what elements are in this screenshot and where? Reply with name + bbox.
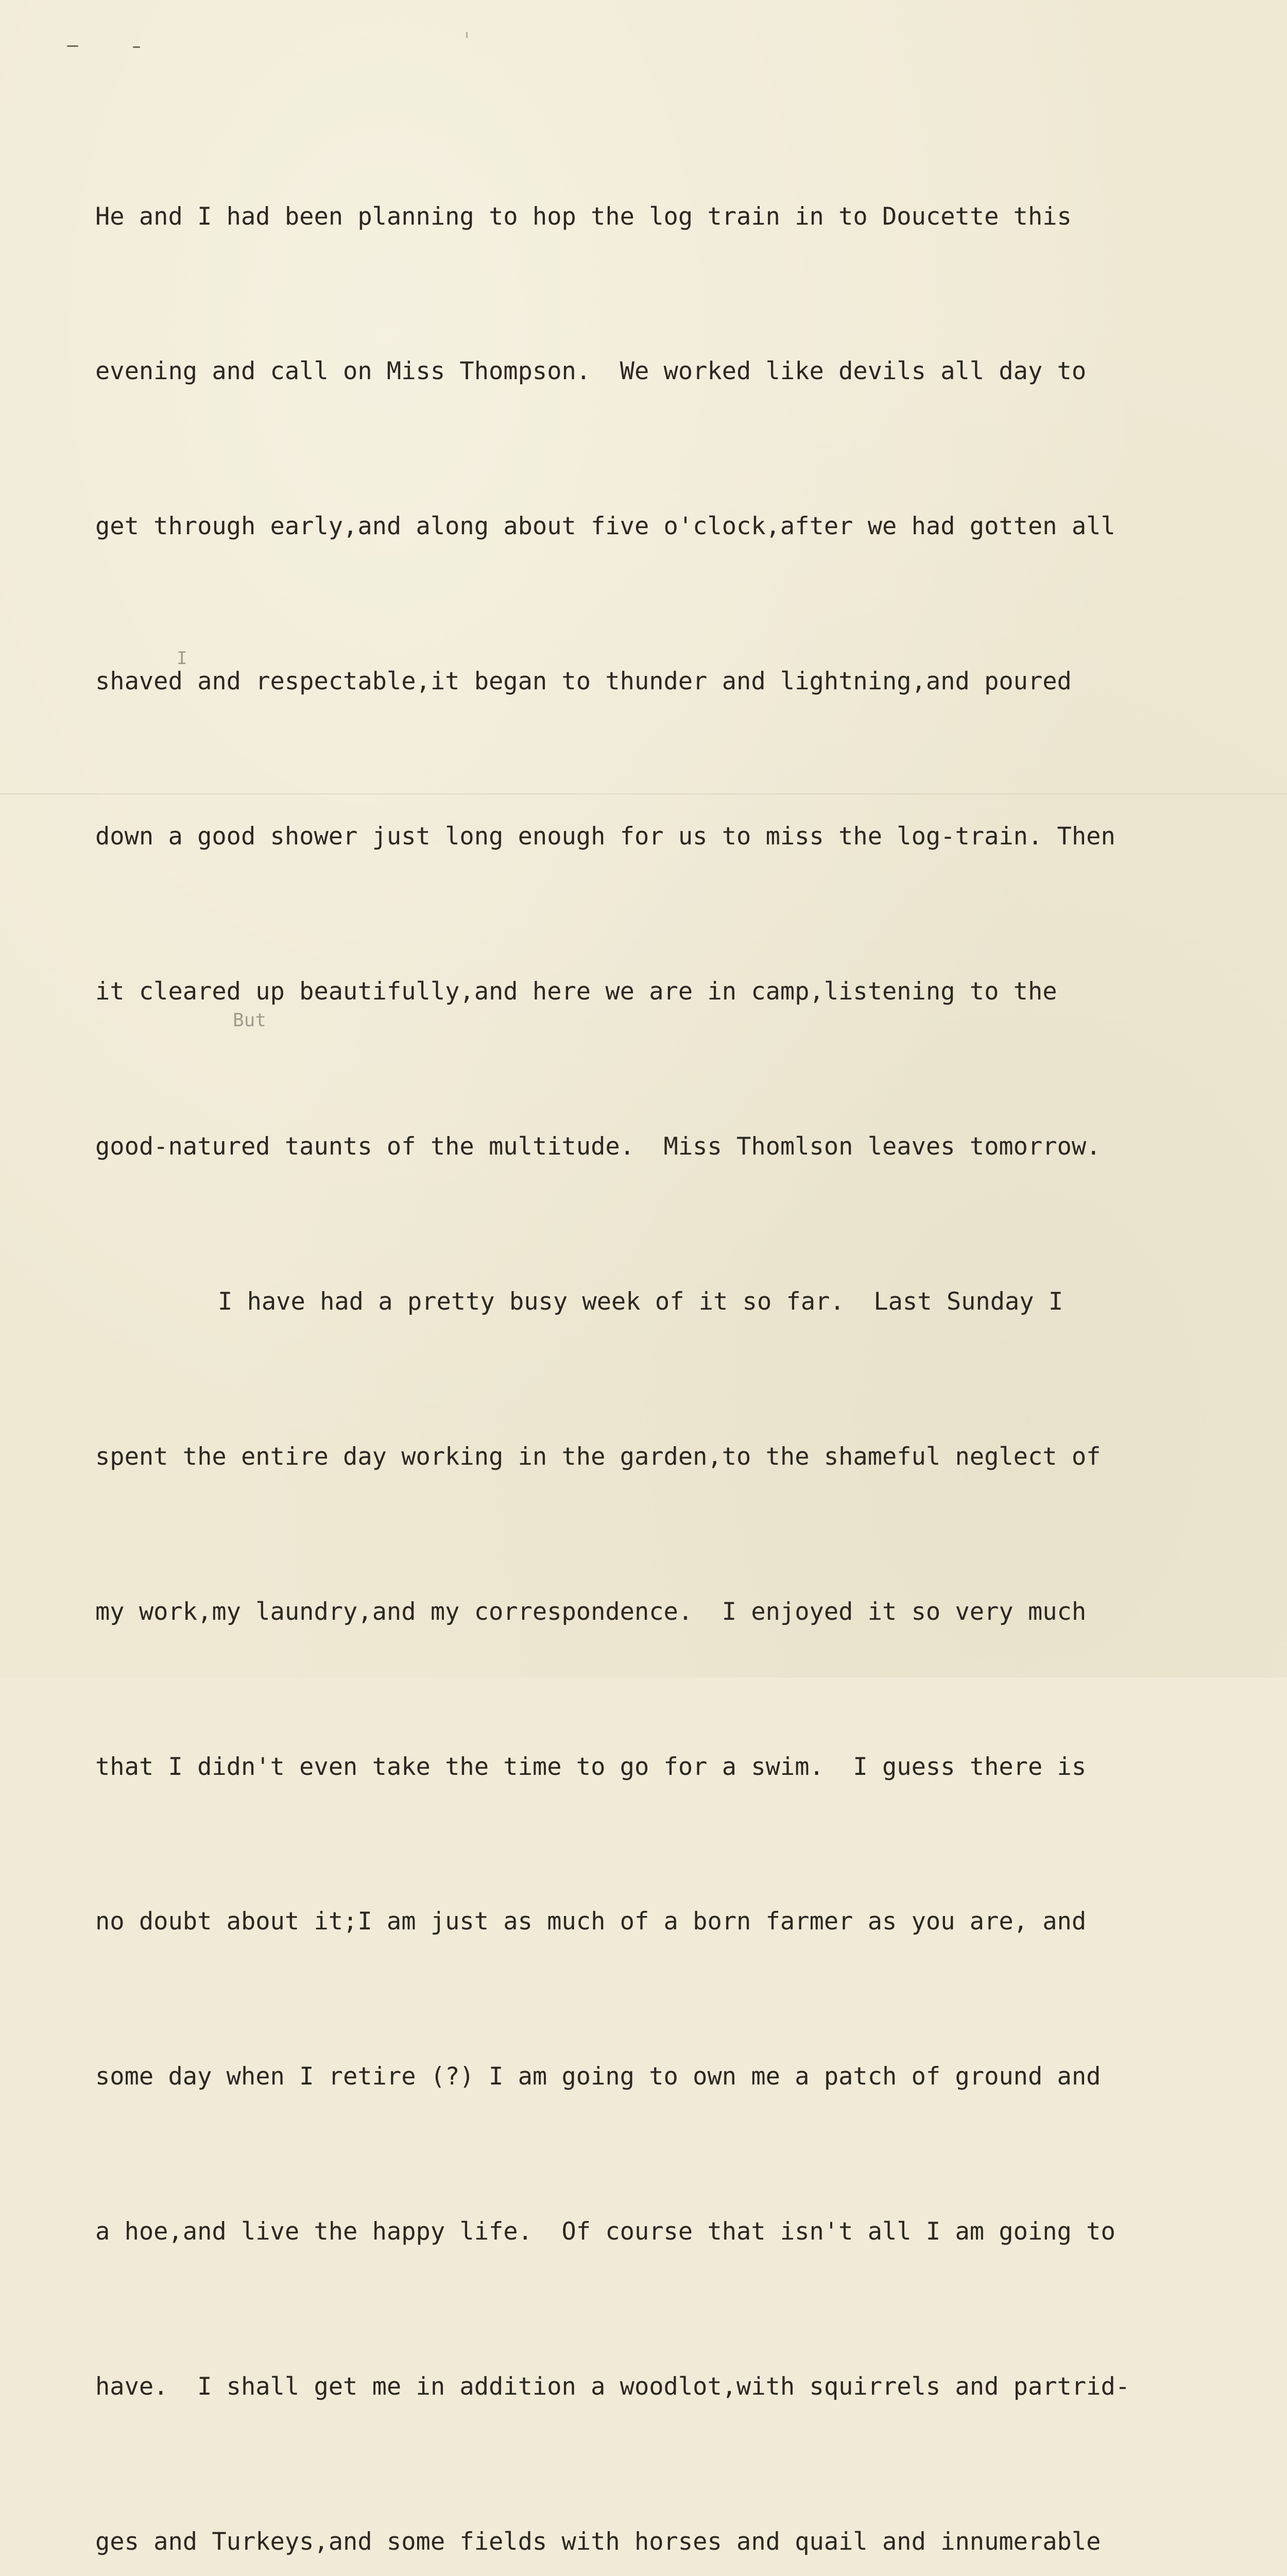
paragraph-start-line: I have had a pretty busy week of it so far. Last Sunday I bbox=[218, 1287, 1063, 1316]
letter-body bbox=[95, 88, 1244, 2576]
letter-line: no doubt about it;I am just as much of a born farmer as you are, and bbox=[95, 1907, 1087, 1936]
letter-line: that I didn't even take the time to go for a swim. I guess there is bbox=[95, 1752, 1087, 1781]
faint-typed-mark: I bbox=[177, 648, 187, 669]
letter-line: good-natured taunts of the multitude. Miss Thomlson leaves tomorrow. bbox=[95, 1132, 1101, 1161]
ink-speck bbox=[67, 45, 78, 47]
letter-line: it cleared up beautifully,and here we are in camp,listening to the bbox=[95, 977, 1057, 1006]
letter-line: ges and Turkeys,and some fields with horses and quail and innumerable bbox=[95, 2527, 1101, 2556]
letter-line: have. I shall get me in addition a woodlot,with squirrels and partrid- bbox=[95, 2372, 1130, 2401]
faint-typed-mark: But bbox=[233, 1010, 267, 1031]
letter-line: down a good shower just long enough for us to miss the log-train. Then bbox=[95, 822, 1116, 851]
letter-line: get through early,and along about five o'clock,after we had gotten all bbox=[95, 512, 1116, 541]
letter-line: some day when I retire (?) I am going to own me a patch of ground and bbox=[95, 2062, 1101, 2091]
letter-line: my work,my laundry,and my correspondence. I enjoyed it so very much bbox=[95, 1597, 1087, 1626]
letter-line: evening and call on Miss Thompson. We worked like devils all day to bbox=[95, 357, 1087, 386]
letter-line: a hoe,and live the happy life. Of course that isn't all I am going to bbox=[95, 2217, 1116, 2246]
ink-speck bbox=[133, 46, 140, 48]
letter-line: spent the entire day working in the garden,to the shameful neglect of bbox=[95, 1442, 1101, 1471]
ink-speck bbox=[466, 32, 468, 38]
letter-line: He and I had been planning to hop the log train in to Doucette this bbox=[95, 202, 1072, 231]
letter-line: shaved and respectable,it began to thunder and lightning,and poured bbox=[95, 667, 1072, 696]
